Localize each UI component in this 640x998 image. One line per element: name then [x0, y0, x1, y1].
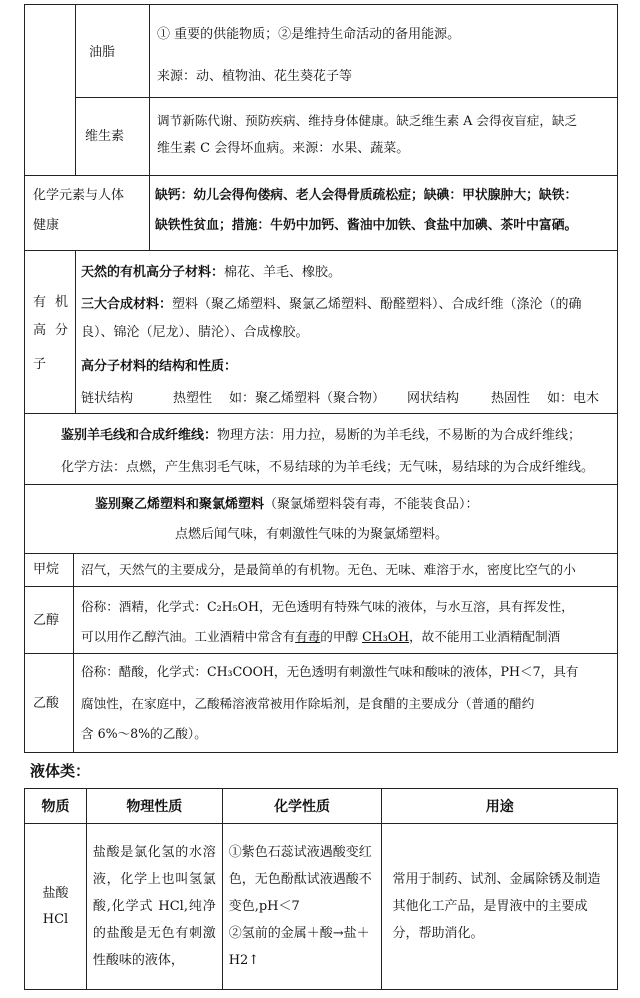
- polymer-network: 网状结构: [407, 391, 460, 406]
- ethanol-label: 乙醇: [33, 613, 60, 628]
- identify-wool-line1: 鉴别羊毛线和合成纤维线：物理方法：用力拉，易断的为羊毛线，不易断的为合成纤维线；: [61, 428, 582, 443]
- polymer-row: [24, 250, 618, 414]
- acetic-line3: 含 6%～8%的乙酸）。: [81, 726, 207, 741]
- hcl-physical: 盐酸是氯化氢的水溶液，化学上也叫氢氯酸,化学式 HCl,纯净的盐酸是无色有刺激性酸味的液体，: [86, 824, 222, 990]
- liquids-header-row: [25, 789, 618, 824]
- ethanol-row: [24, 586, 618, 654]
- polymer-natural: 天然的有机高分子材料：棉花、羊毛、橡胶。: [81, 265, 342, 280]
- vitamin-line2: 维生素 C 会得坏血病。来源：水果、蔬菜。: [157, 141, 410, 156]
- polymer-thermoset: 热固性: [491, 391, 531, 406]
- oil-label: 油脂: [89, 45, 116, 60]
- vitamin-label: 维生素: [85, 129, 125, 144]
- identify-wool-row: [24, 413, 618, 485]
- methane-label: 甲烷: [33, 562, 60, 577]
- header-physical: 物理性质: [86, 789, 222, 824]
- hcl-name: 盐酸 HCl: [25, 824, 87, 990]
- polymer-label-c5: 子: [33, 357, 47, 372]
- oil-function: ① 重要的供能物质；②是维持生命活动的备用能源。: [157, 27, 461, 42]
- acetic-line2: 腐蚀性，在家庭中，乙酸稀溶液常被用作除垢剂，是食醋的主要成分（普通的醋约: [81, 696, 535, 711]
- acetic-line1: 俗称：醋酸，化学式：CH₃COOH，无色透明有刺激性气味和酸味的液体，PH＜7，具有: [81, 664, 579, 679]
- acetic-row: [24, 653, 618, 753]
- elements-health-row: [24, 175, 618, 251]
- nutrients-block: [24, 4, 618, 176]
- header-use: 用途: [382, 789, 618, 824]
- acetic-label: 乙酸: [33, 696, 60, 711]
- polymer-label-c4: 分: [55, 323, 69, 338]
- polymer-network-example: 如：电木: [547, 391, 600, 406]
- methane-row: [24, 553, 618, 587]
- polymer-label-c1: 有: [33, 295, 47, 310]
- hcl-use: 常用于制药、试剂、金属除锈及制造其他化工产品，是胃液中的主要成分，帮助消化。: [382, 824, 618, 990]
- oil-source: 来源：动、植物油、花生葵花子等: [157, 69, 353, 84]
- identify-plastic-row: [24, 484, 618, 554]
- polymer-label-c2: 机: [55, 295, 69, 310]
- polymer-chain-example: 如：聚乙烯塑料（聚合物）: [229, 391, 386, 406]
- header-substance: 物质: [25, 789, 87, 824]
- elements-line1: 缺钙：幼儿会得佝偻病、老人会得骨质疏松症；缺碘：甲状腺肿大；缺铁：: [155, 188, 578, 203]
- identify-plastic-line2: 点燃后闻气味，有刺激性气味的为聚氯烯塑料。: [175, 527, 449, 542]
- polymer-structure-heading: 高分子材料的结构和性质：: [81, 359, 238, 374]
- polymer-thermoplastic: 热塑性: [173, 391, 213, 406]
- vitamin-line1: 调节新陈代谢、预防疾病、维持身体健康。缺乏维生素 A 会得夜盲症，缺乏: [157, 113, 578, 128]
- table-row: [25, 824, 618, 990]
- liquids-heading: 液体类：: [30, 762, 91, 780]
- header-chemical: 化学性质: [222, 789, 382, 824]
- elements-label-line1: 化学元素与人体: [33, 188, 125, 203]
- polymer-synthetic-2: 良）、锦沦（尼龙）、腈沦）、合成橡胶。: [81, 325, 309, 340]
- elements-label-line2: 健康: [33, 218, 60, 233]
- methane-text: 沼气，天然气的主要成分，是最简单的有机物。无色、无味、难溶于水，密度比空气的小: [81, 562, 576, 577]
- identify-wool-line2: 化学方法：点燃，产生焦羽毛气味，不易结球的为羊毛线；无气味，易结球的为合成纤维线。: [61, 460, 595, 475]
- polymer-synthetic: 三大合成材料：塑料（聚乙烯塑料、聚氯乙烯塑料、酚醛塑料）、合成纤维（涤沦（的确: [81, 297, 582, 312]
- hcl-chemical: ①紫色石蕊试液遇酸变红色，无色酚酞试液遇酸不变色,pH＜7 ②氢前的金属＋酸→盐＋H2↑: [222, 824, 382, 990]
- identify-plastic-line1: 鉴别聚乙烯塑料和聚氯烯塑料（聚氯烯塑料袋有毒，不能装食品）：: [95, 497, 479, 512]
- polymer-label-c3: 高: [33, 323, 47, 338]
- ethanol-line2: 可以用作乙醇汽油。工业酒精中常含有有毒的甲醇 CH₃OH，故不能用工业酒精配制酒: [81, 629, 561, 644]
- elements-line2: 缺铁性贫血；措施：牛奶中加钙、酱油中加铁、食盐中加碘、茶叶中富硒。: [155, 218, 578, 233]
- ethanol-line1: 俗称：酒精，化学式：C₂H₅OH，无色透明有特殊气味的液体，与水互溶，具有挥发性，: [81, 599, 574, 614]
- liquids-table: [24, 788, 618, 990]
- polymer-chain: 链状结构: [81, 391, 134, 406]
